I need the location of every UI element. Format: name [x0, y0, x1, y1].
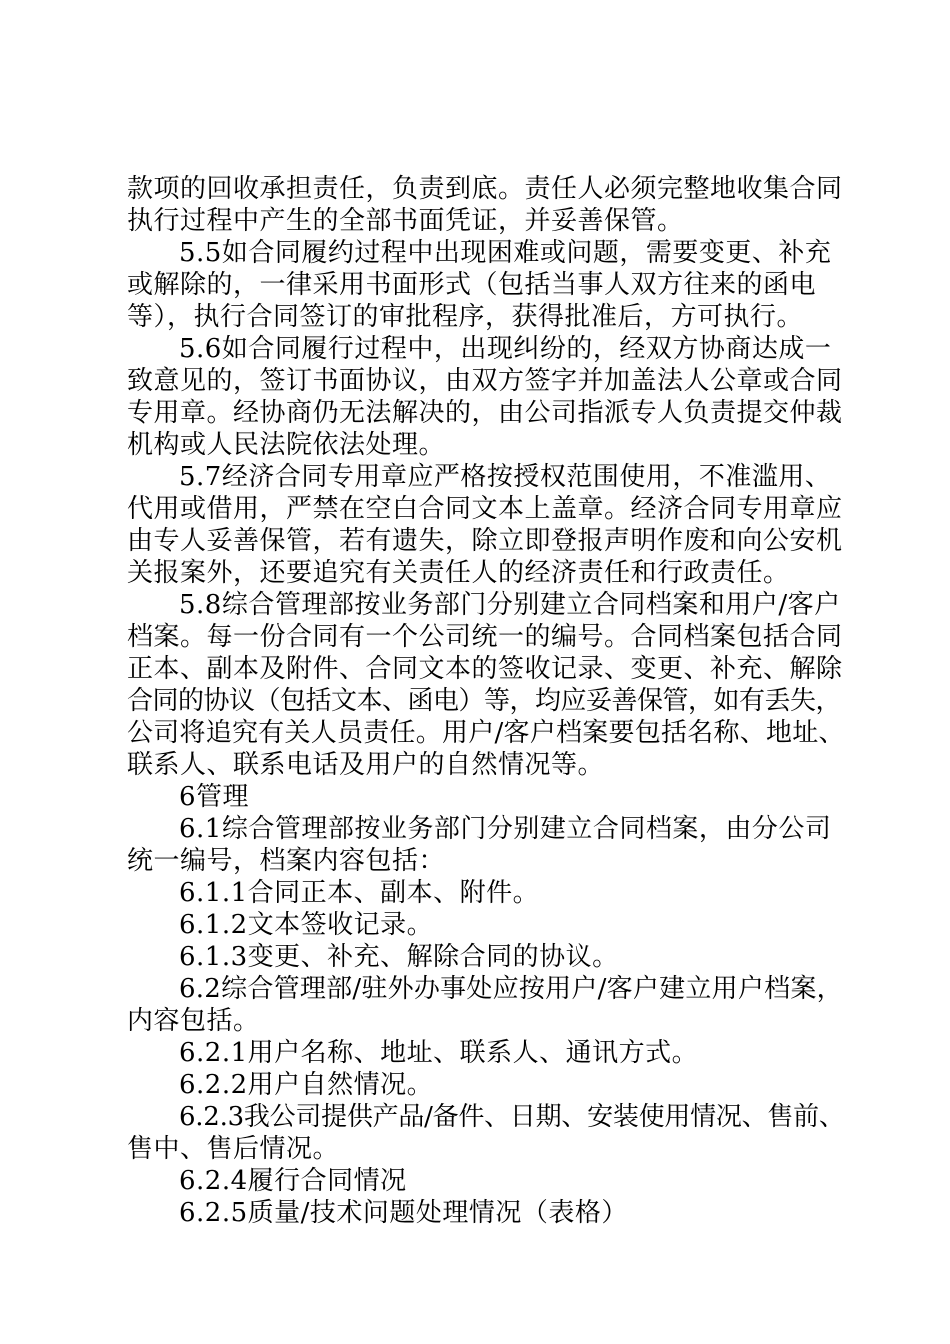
- text-line: 6.1.2文本签收记录。: [179, 910, 434, 940]
- text-line: 机构或人民法院依法处理。: [127, 430, 446, 460]
- text-line: 5.8综合管理部按业务部门分别建立合同档案和用户/客户: [179, 590, 841, 620]
- text-line: 6.2.4履行合同情况: [179, 1166, 407, 1196]
- text-line: 执行过程中产生的全部书面凭证，并妥善保管。: [127, 206, 684, 236]
- text-line: 6.1.1合同正本、副本、附件。: [179, 878, 540, 908]
- text-line: 内容包括。: [127, 1006, 260, 1036]
- text-line: 6.2.1用户名称、地址、联系人、通讯方式。: [179, 1038, 699, 1068]
- text-line: 5.6如合同履行过程中，出现纠纷的，经双方协商达成一: [179, 334, 832, 364]
- text-line: 公司将追究有关人员责任。用户/客户档案要包括名称、地址、: [127, 718, 845, 748]
- text-line: 6.2.3我公司提供产品/备件、日期、安装使用情况、售前、: [179, 1102, 845, 1132]
- text-line: 联系人、联系电话及用户的自然情况等。: [127, 750, 605, 780]
- text-line: 6管理: [179, 782, 250, 812]
- text-line: 款项的回收承担责任，负责到底。责任人必须完整地收集合同: [127, 174, 843, 204]
- text-line: 6.2.2用户自然情况。: [179, 1070, 434, 1100]
- text-line: 6.2综合管理部/驻外办事处应按用户/客户建立用户档案，: [179, 974, 843, 1004]
- text-line: 合同的协议（包括文本、函电）等，均应妥善保管，如有丢失，: [127, 686, 842, 716]
- text-line: 档案。每一份合同有一个公司统一的编号。合同档案包括合同: [127, 622, 843, 652]
- text-line: 由专人妥善保管，若有遗失，除立即登报声明作废和向公安机: [127, 526, 843, 556]
- text-line: 5.5如合同履约过程中出现困难或问题，需要变更、补充: [179, 238, 832, 268]
- text-line: 关报案外，还要追究有关责任人的经济责任和行政责任。: [127, 558, 790, 588]
- text-line: 专用章。经协商仍无法解决的，由公司指派专人负责提交仲裁: [127, 398, 843, 428]
- text-line: 6.1综合管理部按业务部门分别建立合同档案，由分公司: [179, 814, 832, 844]
- text-line: 或解除的，一律采用书面形式（包括当事人双方往来的函电: [127, 270, 817, 300]
- text-line: 5.7经济合同专用章应严格按授权范围使用，不准滥用、: [179, 462, 832, 492]
- text-line: 6.1.3变更、补充、解除合同的协议。: [179, 942, 619, 972]
- text-line: 代用或借用，严禁在空白合同文本上盖章。经济合同专用章应: [127, 494, 843, 524]
- text-line: 正本、副本及附件、合同文本的签收记录、变更、补充、解除: [127, 654, 843, 684]
- text-line: 致意见的，签订书面协议，由双方签字并加盖法人公章或合同: [127, 366, 843, 396]
- body-text: [127, 173, 845, 1229]
- text-line: 等），执行合同签订的审批程序，获得批准后，方可执行。: [127, 302, 804, 332]
- text-line: 售中、售后情况。: [127, 1134, 340, 1164]
- text-line: 6.2.5质量/技术问题处理情况（表格）: [179, 1198, 628, 1228]
- text-line: 统一编号，档案内容包括：: [127, 846, 446, 876]
